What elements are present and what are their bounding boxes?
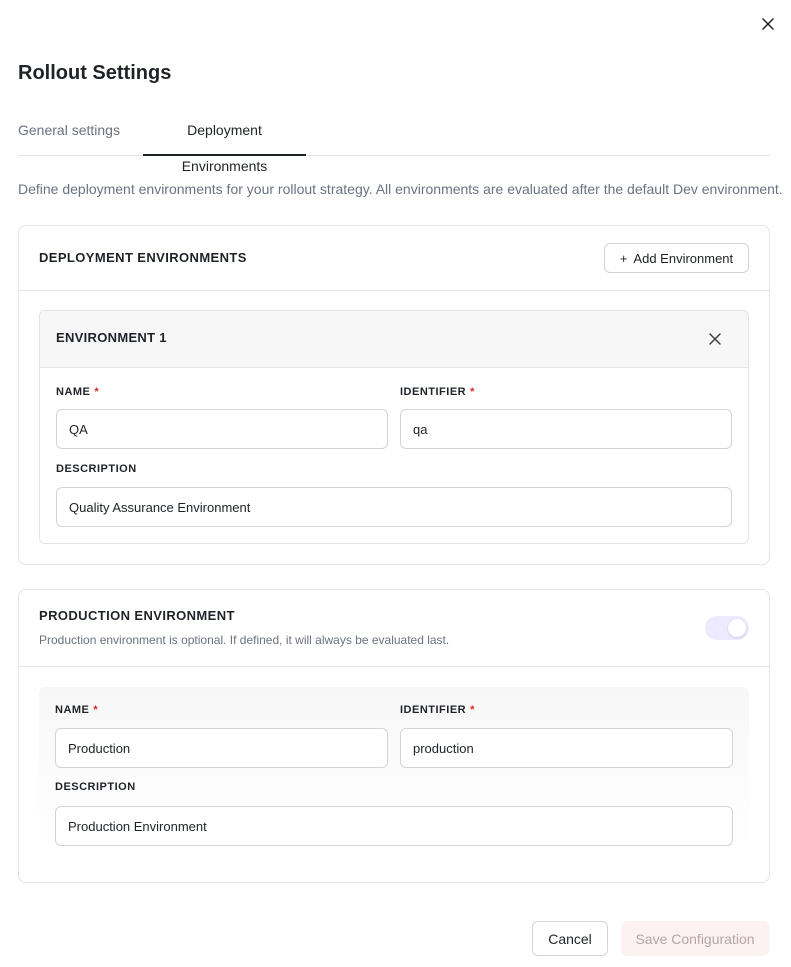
production-fields (39, 687, 749, 847)
production-toggle[interactable] (705, 616, 749, 640)
environment-description-input[interactable] (56, 487, 732, 527)
close-icon[interactable] (759, 15, 777, 33)
environment-identifier-input[interactable] (400, 409, 732, 449)
toggle-knob (728, 619, 746, 637)
tab-deployment-environments[interactable]: Deployment Environments (143, 112, 306, 156)
environment-header (40, 311, 748, 368)
required-marker: * (93, 704, 99, 716)
environment-name-input[interactable] (56, 409, 388, 449)
required-marker: * (94, 386, 100, 398)
tab-bar (18, 112, 770, 174)
required-marker: * (470, 386, 475, 398)
production-identifier-input[interactable] (400, 728, 733, 768)
intro-description: Define deployment environments for your rollout strategy. All environments are evaluated after the default Dev environment. (18, 181, 783, 197)
identifier-label: IDENTIFIER * (400, 704, 475, 716)
deployment-environments-card (18, 225, 770, 565)
dialog-title: Rollout Settings (18, 62, 172, 84)
identifier-label: IDENTIFIER * (400, 386, 475, 398)
add-environment-button[interactable] (604, 243, 749, 273)
card-divider (19, 666, 769, 667)
environment-item (39, 310, 749, 544)
cancel-button[interactable]: Cancel (532, 921, 608, 956)
description-label: DESCRIPTION (55, 781, 136, 793)
required-marker: * (470, 704, 475, 716)
production-name-input[interactable] (55, 728, 388, 768)
remove-environment-icon[interactable] (707, 331, 723, 347)
tab-general-settings[interactable]: General settings (18, 122, 120, 138)
production-environment-heading: PRODUCTION ENVIRONMENT (39, 608, 235, 623)
card-divider (19, 290, 769, 291)
plus-icon: + (619, 250, 628, 266)
add-environment-label: Add Environment (633, 250, 734, 266)
name-label: NAME * (56, 386, 100, 398)
production-environment-subtitle: Production environment is optional. If defined, it will always be evaluated last. (39, 633, 450, 647)
production-environment-card (18, 589, 770, 883)
description-label: DESCRIPTION (56, 463, 137, 475)
name-label: NAME * (55, 704, 99, 716)
save-configuration-button[interactable]: Save Configuration (621, 921, 769, 956)
environment-title: ENVIRONMENT 1 (56, 330, 167, 345)
production-description-input[interactable] (55, 806, 733, 846)
deployment-environments-heading: DEPLOYMENT ENVIRONMENTS (39, 250, 247, 265)
